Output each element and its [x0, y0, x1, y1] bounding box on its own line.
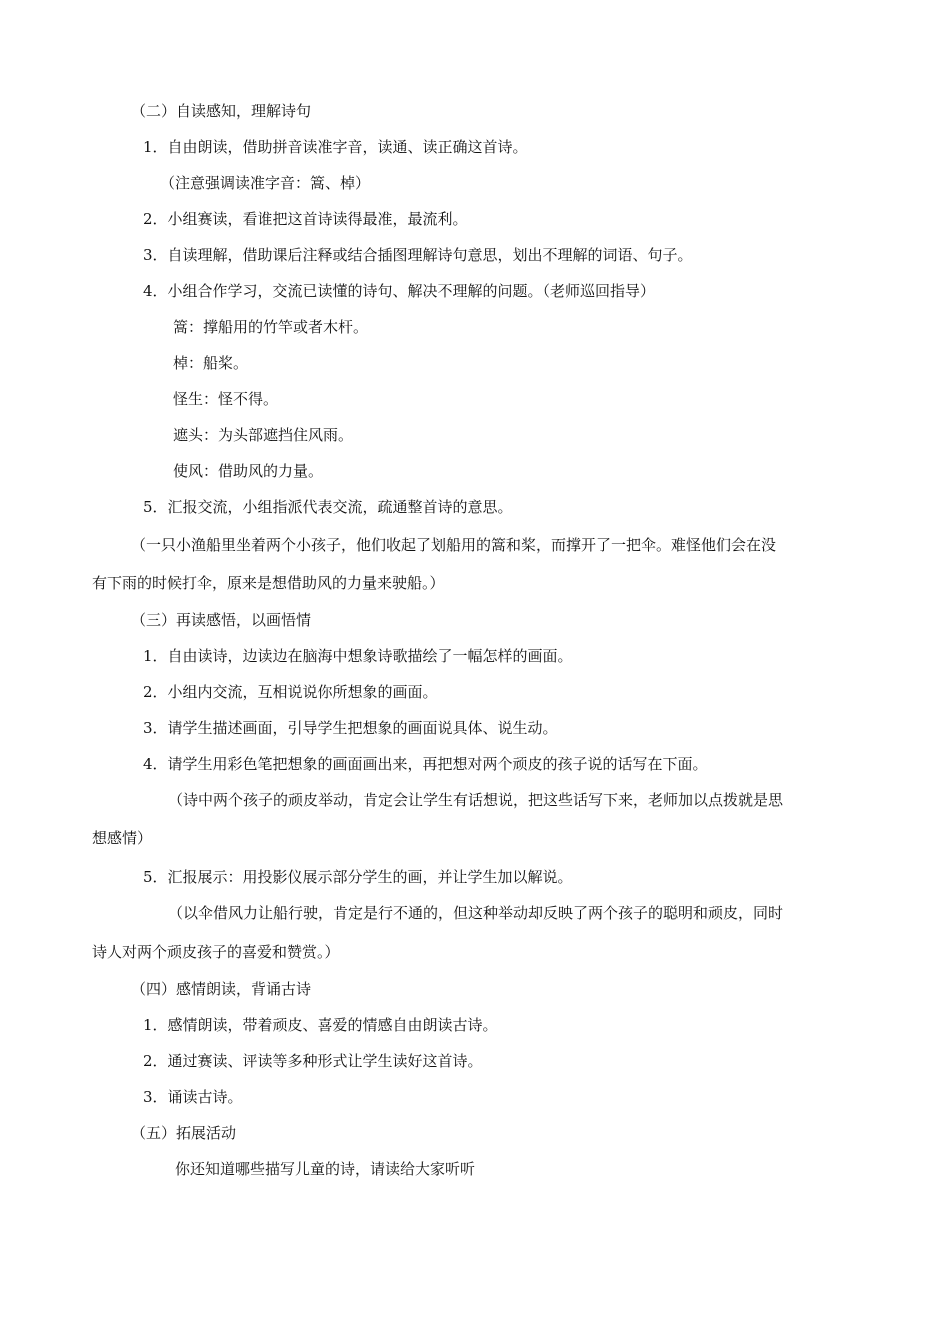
definition-item: 使风：借助风的力量。 — [173, 462, 324, 480]
list-item: 5．汇报展示：用投影仪展示部分学生的画，并让学生加以解说。 — [143, 868, 573, 886]
list-item: 1．自由朗读，借助拼音读准字音，读通、读正确这首诗。 — [143, 138, 528, 156]
list-item: 3．自读理解，借助课后注释或结合插图理解诗句意思，划出不理解的词语、句子。 — [143, 246, 693, 264]
list-item: 3．请学生描述画面，引导学生把想象的画面说具体、说生动。 — [143, 719, 558, 737]
list-item: 2．通过赛读、评读等多种形式让学生读好这首诗。 — [143, 1052, 483, 1070]
note-paragraph: （诗中两个孩子的顽皮举动，肯定会让学生有话想说，把这些话写下来，老师加以点拨就是思 — [168, 791, 784, 809]
list-item: 4．小组合作学习，交流已读懂的诗句、解决不理解的问题。（老师巡回指导） — [143, 282, 656, 300]
explanation-paragraph-continued: 有下雨的时候打伞，原来是想借助风的力量来驶船。） — [92, 574, 445, 592]
note-paragraph: （以伞借风力让船行驶，肯定是行不通的，但这种举动却反映了两个孩子的聪明和顽皮，同时 — [168, 904, 784, 922]
definition-item: 遮头：为头部遮挡住风雨。 — [173, 426, 354, 444]
definition-item: 怪生：怪不得。 — [173, 390, 279, 408]
section-heading-2: （二）自读感知，理解诗句 — [131, 102, 312, 120]
explanation-paragraph: （一只小渔船里坐着两个小孩子，他们收起了划船用的篙和桨，而撑开了一把伞。难怪他们会在没 — [131, 536, 777, 554]
section-heading-3: （三）再读感悟，以画悟情 — [131, 611, 312, 629]
note-paragraph-continued: 想感情） — [92, 829, 153, 847]
definition-item: 篙：撑船用的竹竿或者木杆。 — [173, 318, 369, 336]
list-item: 2．小组赛读，看谁把这首诗读得最准，最流利。 — [143, 210, 468, 228]
list-item: 5．汇报交流，小组指派代表交流，疏通整首诗的意思。 — [143, 498, 513, 516]
definition-item: 棹：船桨。 — [173, 354, 249, 372]
list-item: 3．诵读古诗。 — [143, 1088, 243, 1106]
section-heading-5: （五）拓展活动 — [131, 1124, 237, 1142]
note-text: （注意强调读准字音：篙、棹） — [160, 174, 371, 192]
section-heading-4: （四）感情朗读，背诵古诗 — [131, 980, 312, 998]
list-item: 4．请学生用彩色笔把想象的画面画出来，再把想对两个顽皮的孩子说的话写在下面。 — [143, 755, 708, 773]
note-paragraph-continued: 诗人对两个顽皮孩子的喜爱和赞赏。） — [92, 943, 340, 961]
list-item: 2．小组内交流，互相说说你所想象的画面。 — [143, 683, 438, 701]
list-item: 1．感情朗读，带着顽皮、喜爱的情感自由朗读古诗。 — [143, 1016, 498, 1034]
activity-text: 你还知道哪些描写儿童的诗，请读给大家听听 — [175, 1160, 476, 1178]
list-item: 1．自由读诗，边读边在脑海中想象诗歌描绘了一幅怎样的画面。 — [143, 647, 573, 665]
